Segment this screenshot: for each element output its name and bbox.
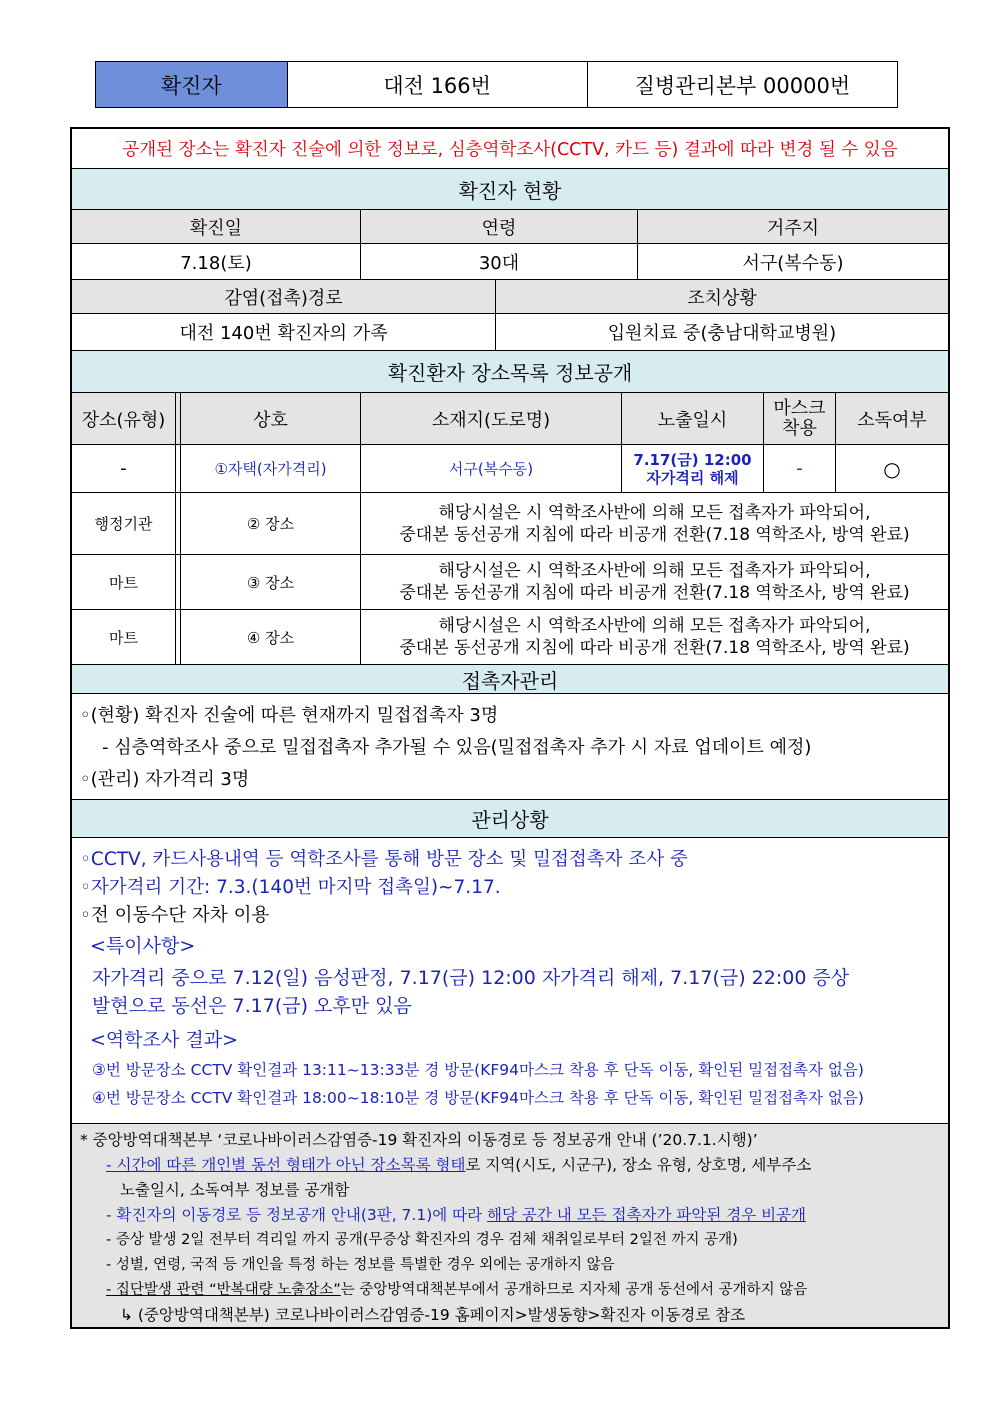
place-type: 마트	[72, 610, 176, 664]
case-header	[95, 61, 898, 108]
footnote-line: * 중앙방역대책본부 ‘코로나바이러스감염증-19 확진자의 이동경로 등 정보공개 안내 (’20.7.1.시행)’	[80, 1131, 758, 1149]
info-table	[70, 127, 950, 1329]
exposure-time: 7.17(금) 12:00 자가격리 해제	[622, 445, 764, 492]
special-title: <특이사항>	[90, 935, 196, 957]
management-title: 관리상황	[471, 808, 549, 832]
contacts-title: 접촉자관리	[461, 668, 559, 693]
table-row	[72, 610, 948, 665]
disinfection-header: 소독여부	[857, 409, 927, 431]
business-name-header: 상호	[181, 393, 361, 444]
footnote-section	[72, 1124, 948, 1327]
place-type: -	[72, 445, 176, 492]
footnote-line: ↳ (중앙방역대책본부) 코로나바이러스감염증-19 홈페이지>발생동향>확진자 이동경로 참조	[120, 1306, 746, 1324]
mask-header: 마스크 착용	[764, 393, 836, 444]
business-name: ④ 장소	[181, 610, 361, 664]
table-row	[72, 445, 948, 493]
action-value: 입원치료 중(충남대학교병원)	[607, 323, 837, 344]
business-name: ③ 장소	[181, 555, 361, 609]
route-header: 감염(접촉)경로	[72, 280, 496, 313]
mask-worn: -	[764, 445, 836, 492]
contacts-list	[80, 700, 811, 796]
place-type: 마트	[72, 555, 176, 609]
special-line: 자가격리 중으로 7.12(일) 음성판정, 7.17(금) 12:00 자가격리 해제, 7.17(금) 22:00 증상	[92, 967, 850, 989]
address-header: 소재지(도로명)	[361, 393, 622, 444]
management-line: ◦자가격리 기간: 7.3.(140번 마지막 접촉일)~7.17.	[80, 877, 501, 898]
table-row	[72, 555, 948, 610]
case-number: 대전 166번	[288, 62, 588, 107]
management-line: ◦CCTV, 카드사용내역 등 역학조사를 통해 방문 장소 및 밀접접촉자 조사 중	[80, 849, 688, 870]
epi-line: ④번 방문장소 CCTV 확인결과 18:00~18:10분 경 방문(KF94마스크 착용 후 단독 이동, 확인된 밀접접촉자 없음)	[92, 1089, 864, 1107]
notice-text: 공개된 장소는 확진자 진술에 의한 정보로, 심층역학조사(CCTV, 카드 등) 결과에 따라 변경 될 수 있음	[122, 140, 898, 160]
footnote-line: - 성별, 연령, 국적 등 개인을 특정 하는 정보를 특별한 경우 외에는 공개하지 않음	[106, 1257, 615, 1273]
contacts-section	[72, 694, 948, 800]
residence-value: 서구(복수동)	[742, 252, 844, 274]
exposure-time-header: 노출일시	[622, 393, 764, 444]
special-line: 발현으로 동선은 7.17(금) 오후만 있음	[92, 995, 412, 1017]
nondisclosure-note: 해당시설은 시 역학조사반에 의해 모든 접촉자가 파악되어, 중대본 동선공개 지침에 따라 비공개 전환(7.18 역학조사, 방역 완료)	[399, 561, 910, 603]
disinfected: ○	[883, 456, 901, 481]
case-label: 확진자	[96, 62, 288, 107]
footnote-line: - 시간에 따른 개인별 동선 형태가 아닌 장소목록 형태로 지역(시도, 시군구), 장소 유형, 상호명, 세부주소	[106, 1156, 812, 1174]
epi-title: <역학조사 결과>	[90, 1029, 239, 1051]
place-type-header: 장소(유형)	[72, 393, 176, 444]
footnote-line: - 확진자의 이동경로 등 정보공개 안내(3판, 7.1)에 따라 해당 공간 내 모든 접촉자가 파악된 경우 비공개	[106, 1206, 807, 1224]
contacts-line: ◦(관리) 자가격리 3명	[80, 769, 250, 790]
footnote-line: - 집단발생 관련 “반복대량 노출장소”는 중앙방역대책본부에서 공개하므로 지자체 공개 동선에서 공개하지 않음	[106, 1282, 808, 1298]
contacts-line: ◦(현황) 확진자 진술에 따른 현재까지 밀접접촉자 3명	[80, 705, 499, 726]
nondisclosure-note: 해당시설은 시 역학조사반에 의해 모든 접촉자가 파악되어, 중대본 동선공개 지침에 따라 비공개 전환(7.18 역학조사, 방역 완료)	[399, 502, 910, 545]
business-name: ①자택(자가격리)	[181, 445, 361, 492]
age-value: 30대	[361, 244, 638, 279]
age-header: 연령	[361, 210, 638, 243]
management-section	[72, 838, 948, 1124]
epi-line: ③번 방문장소 CCTV 확인결과 13:11~13:33분 경 방문(KF94마스크 착용 후 단독 이동, 확인된 밀접접촉자 없음)	[92, 1061, 864, 1079]
action-header: 조치상황	[687, 287, 757, 309]
management-line: ◦전 이동수단 자차 이용	[80, 905, 270, 926]
contacts-line: - 심층역학조사 중으로 밀접접촉자 추가될 수 있음(밀접접촉자 추가 시 자료 업데이트 예정)	[102, 737, 812, 758]
places-title: 확진환자 장소목록 정보공개	[387, 361, 633, 385]
confirm-date: 7.18(토)	[72, 244, 361, 279]
place-type: 행정기관	[72, 493, 176, 554]
status-title: 확진자 현황	[458, 178, 562, 203]
business-name: ② 장소	[181, 493, 361, 554]
footnote-line: 노출일시, 소독여부 정보를 공개함	[120, 1181, 350, 1199]
residence-header: 거주지	[766, 217, 820, 239]
footnote-line: - 증상 발생 2일 전부터 격리일 까지 공개(무증상 확진자의 경우 검체 채취일로부터 2일전 까지 공개)	[106, 1232, 738, 1248]
route-value: 대전 140번 확진자의 가족	[72, 314, 496, 350]
table-row	[72, 493, 948, 555]
nondisclosure-note: 해당시설은 시 역학조사반에 의해 모든 접촉자가 파악되어, 중대본 동선공개 지침에 따라 비공개 전환(7.18 역학조사, 방역 완료)	[399, 616, 910, 658]
kdca-number: 질병관리본부 00000번	[634, 73, 851, 98]
confirm-date-header: 확진일	[72, 210, 361, 243]
address: 서구(복수동)	[361, 445, 622, 492]
